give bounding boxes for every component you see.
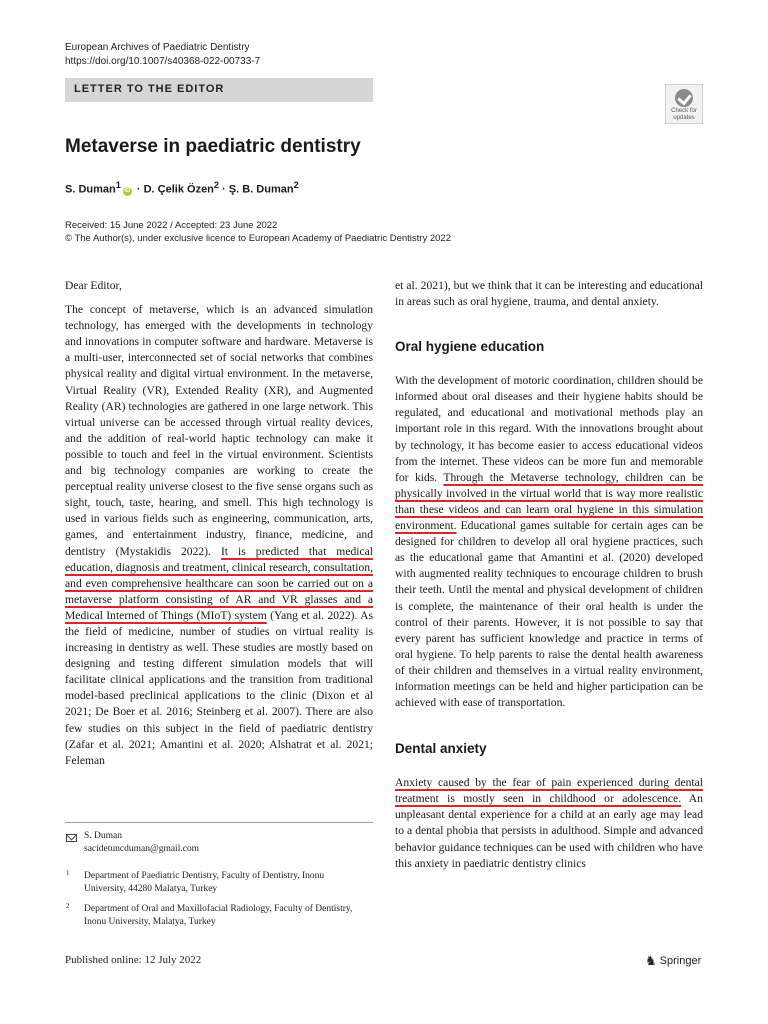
p1-text-a: The concept of metaverse, which is an advanced simulation technology, has emerged with the developments in technology and innovations in computer software and hardware. Metaverse is a multi-user, interconnected set of social networks that combines physical reality and digital virtual environment. In the metaverse, Virtual Reality (VR), Extended Reality (XR), and Augmented Reality (AR) technologies are gathered in one large network. This virtual universe can be accessed through virtual reality devices, and the addition of real-world haptic technology can make it possible to touch and feel in the virtual environment. Scientists and big technology companies are working to create the perceptual reality universe closest to the five sense organs such as sight, touch, taste, hearing, and smell. This high technology is used in various fields such as engineering, communication, arts, games, and entertainment industry, finance, medicine, and dentistry (Mystakidis 2022).: [65, 303, 373, 558]
body-paragraph-3: [395, 775, 703, 872]
author-list: [65, 180, 299, 196]
check-updates-icon: [675, 89, 693, 107]
footnote-2-text: Department of Oral and Maxillofacial Radiology, Faculty of Dentistry, Inonu University, Malatya, Turkey: [84, 904, 353, 927]
section-heading-oral-hygiene: Oral hygiene education: [395, 339, 545, 355]
check-for-updates-badge[interactable]: [665, 84, 703, 124]
contact-email[interactable]: sacidetuncduman@gmail.com: [84, 844, 200, 854]
corresponding-author: [84, 830, 199, 856]
footnote-1-number: 1: [66, 869, 70, 877]
article-dates: [65, 219, 451, 245]
footnote-divider: [65, 822, 373, 823]
salutation: Dear Editor,: [65, 279, 122, 292]
published-date: Published online: 12 July 2022: [65, 954, 202, 966]
p2-text-b: Educational games suitable for certain ages can be designed for children to develop all oral hygiene practices, such as the educational game that Amantini et al. (2020) developed with augmented reality techniques to encourage children to brush their teeth. Until the mental and physical development of children is complete, the maintenance of their oral health is under the control of their parents. However, it is not possible to say that every parent has sufficient knowledge and practice in terms of oral hygiene. To help parents to raise the dental health awareness of their children and themselves in a virtual reality environment, information meetings can be held and higher participation can be achieved with ease of transportation.: [395, 519, 703, 710]
publisher-name: Springer: [659, 955, 702, 967]
p3-text-b: An unpleasant dental experience for a child at an early age may lead to a dental phobia that persists in adulthood. Simple and advanced behavior guidance techniques can be used with children who have this anxiety in paediatric dentistry clinics: [395, 792, 703, 870]
envelope-icon: [66, 834, 77, 842]
check-updates-line1: Check for: [671, 108, 697, 114]
p1-text-b: (Yang et al. 2022). As the field of medicine, number of studies on virtual reality is increasing in dentistry as well. These studies are mostly based on designing and testing different simulation models that will facilitate clinical applications and the transition from traditional model-based preclinical applications to the clinic (Dixon et al 2021; De Boer et al. 2016; Steinberg et al. 2007). There are also few studies on this subject in the field of paediatric dentistry (Zafar et al. 2021; Amantini et al. 2020; Alshatrat et al. 2021; Feleman: [65, 608, 373, 767]
article-type-banner: [65, 78, 373, 102]
article-title: Metaverse in paediatric dentistry: [65, 136, 361, 157]
body-column-left: [65, 278, 373, 769]
footnote-1-text: Department of Paediatric Dentistry, Faculty of Dentistry, Inonu University, 44280 Malatya, Turkey: [84, 871, 325, 894]
body-paragraph-2: [395, 373, 703, 711]
orcid-icon[interactable]: iD: [124, 187, 131, 194]
author-1[interactable]: S. Duman: [65, 183, 116, 196]
highlighted-sentence-anxiety: Anxiety caused by the fear of pain experienced during dental treatment is mostly seen in childhood or adolescence.: [395, 776, 703, 806]
journal-name: European Archives of Paediatric Dentistry: [65, 42, 250, 53]
author-2-affiliation: 2: [213, 180, 219, 190]
highlighted-sentence-virtual-world: Through the Metaverse technology, children can be physically involved in the virtual world that is way more realistic than these videos and can learn oral hygiene in this simulation environment.: [395, 470, 703, 533]
footnote-2-number: 2: [66, 902, 70, 910]
body-paragraph-1-continued: et al. 2021), but we think that it can be interesting and educational in areas such as oral hygiene, trauma, and dental anxiety.: [395, 279, 703, 309]
author-1-affiliation: 1: [115, 180, 121, 190]
body-paragraph-1: [65, 302, 373, 769]
doi-link[interactable]: https://doi.org/10.1007/s40368-022-00733-7: [65, 56, 261, 67]
journal-header: [65, 41, 260, 69]
author-3[interactable]: · Ş. B. Duman: [219, 183, 294, 196]
body-column-right: [395, 278, 703, 872]
received-accepted: Received: 15 June 2022 / Accepted: 23 June 2022: [65, 220, 278, 231]
highlighted-sentence-metaverse-healthcare: It is predicted that medical education, diagnosis and treatment, clinical research, consultation, and even comprehensive healthcare can soon be carried out on a metaverse platform consisting of AR and VR glasses and a Medical Interned of Things (MIoT) system: [65, 544, 373, 622]
contact-name: S. Duman: [84, 831, 122, 841]
check-updates-line2: updates: [673, 114, 695, 121]
section-heading-dental-anxiety: Dental anxiety: [395, 741, 487, 757]
author-2[interactable]: · D. Çelik Özen: [133, 183, 214, 196]
author-3-affiliation: 2: [293, 180, 299, 190]
copyright-line: © The Author(s), under exclusive licence to European Academy of Paediatric Dentistry 2022: [65, 233, 451, 244]
p2-text-a: With the development of motoric coordination, children should be informed about oral diseases and their hygiene habits should be regulated, and educational and motivational methods play an important role in this regard. With the innovations brought about by technology, it has become easier to access educational videos from the internet. These videos can be more fun and memorable for kids.: [395, 374, 703, 484]
springer-horse-icon: ♞: [645, 953, 657, 968]
publisher-logo[interactable]: [645, 953, 701, 969]
article-type-label: LETTER TO THE EDITOR: [74, 83, 225, 95]
